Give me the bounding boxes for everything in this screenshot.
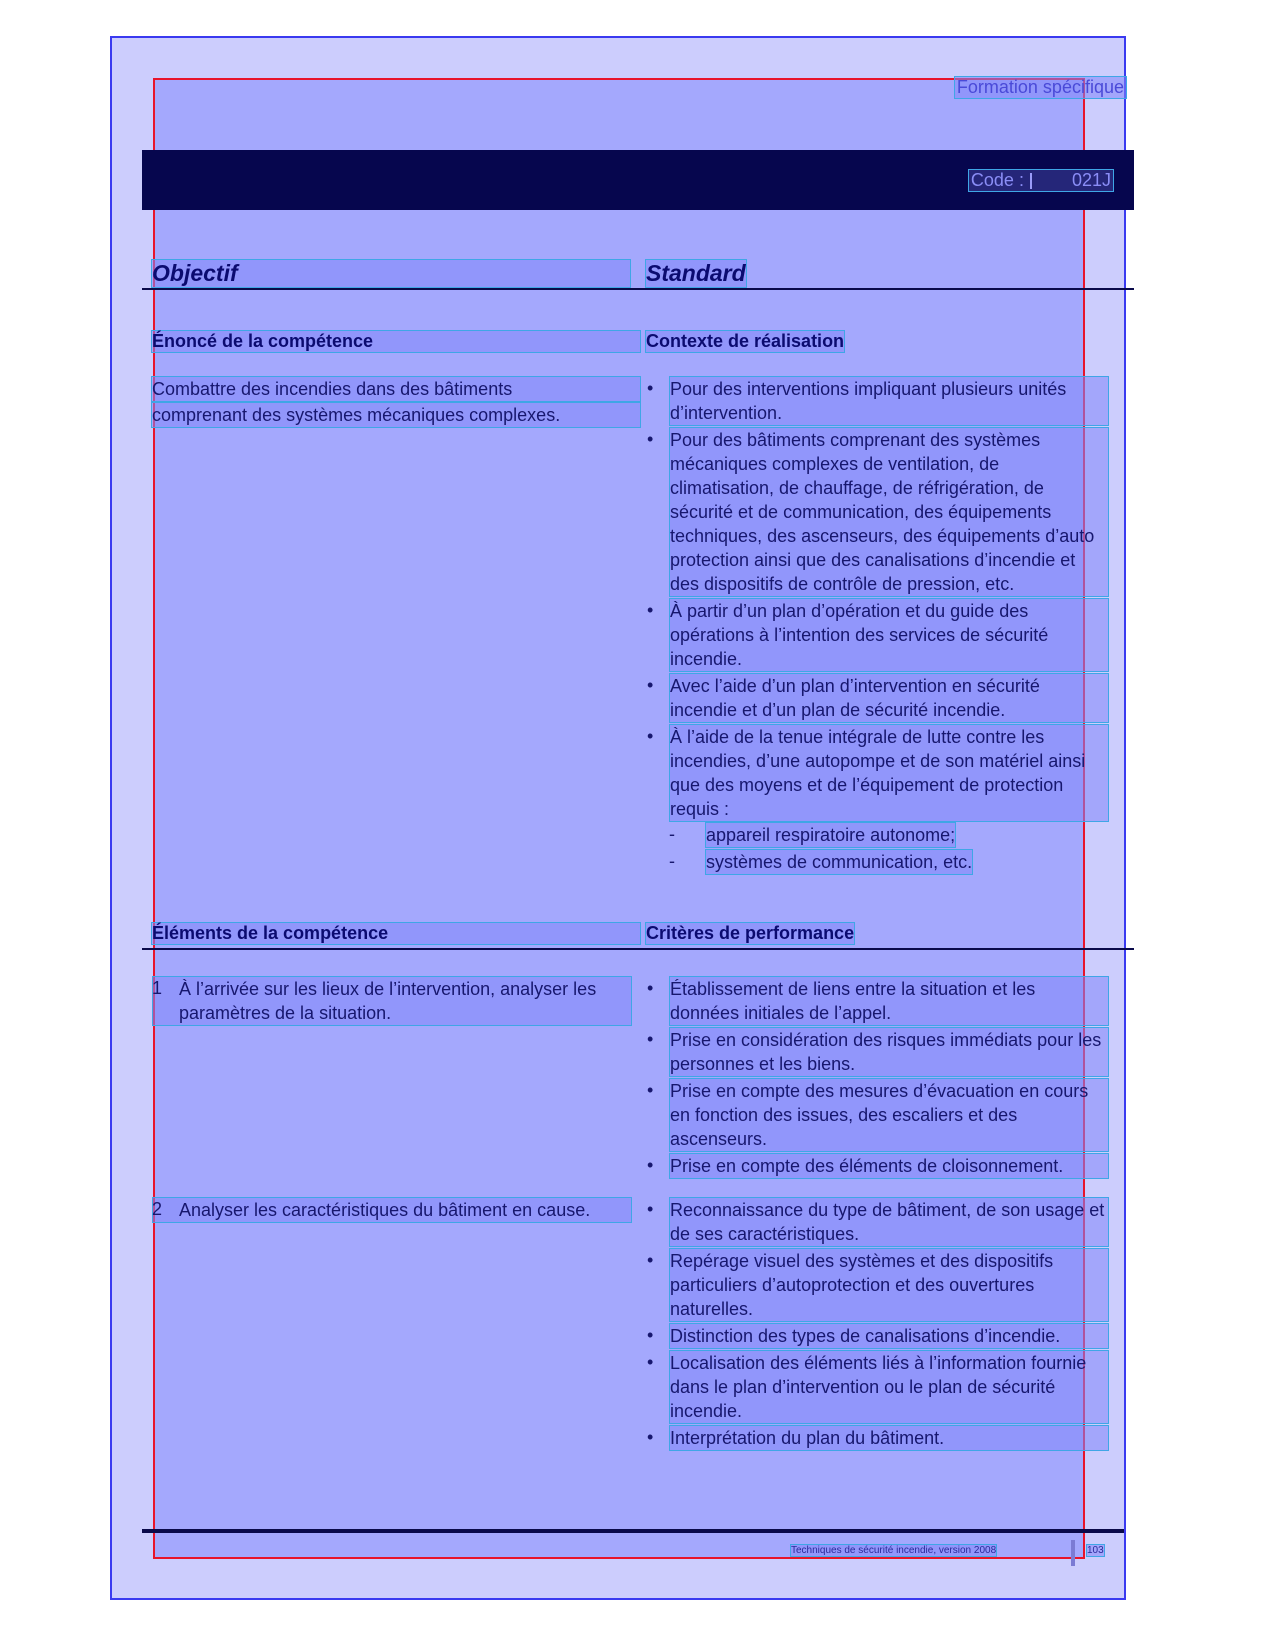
element-item bbox=[152, 1197, 632, 1223]
list-item-text: Prise en compte des mesures d’évacuation en cours en fonction des issues, des escaliers et des ascenseurs. bbox=[669, 1078, 1109, 1152]
element-item bbox=[152, 976, 632, 1026]
list-item-text: Interprétation du plan du bâtiment. bbox=[669, 1425, 1109, 1451]
bullet-icon: • bbox=[647, 978, 654, 998]
code-value: 021J bbox=[1071, 170, 1111, 190]
bullet-icon: • bbox=[647, 1029, 654, 1049]
bullet-icon: • bbox=[647, 675, 654, 695]
list-item-text: Établissement de liens entre la situation et les données initiales de l’appel. bbox=[669, 976, 1109, 1026]
list-item-text: Pour des bâtiments comprenant des systèmes mécaniques complexes de ventilation, de climatisation, de chauffage, de réfrigération, de sécurité et de communication, des équipements techniques, des ascenseurs, des équipements d’auto protection ainsi que des canalisations d’incendie et des dispositifs de contrôle de pression, etc. bbox=[669, 427, 1109, 597]
element-number: 1 bbox=[152, 978, 163, 998]
code-banner bbox=[142, 150, 1134, 210]
footer-separator bbox=[1071, 1540, 1075, 1566]
criteria-list bbox=[647, 1197, 1109, 1452]
bullet-icon: • bbox=[647, 1155, 654, 1175]
list-item bbox=[647, 1197, 1109, 1247]
sublist-item bbox=[669, 849, 1109, 875]
competence-line: Combattre des incendies dans des bâtiments bbox=[151, 376, 641, 402]
elements-title: Éléments de la compétence bbox=[151, 922, 641, 945]
list-item bbox=[647, 724, 1109, 875]
criteria-list bbox=[647, 976, 1109, 1180]
contexte-list bbox=[647, 376, 1109, 876]
list-item-text: Reconnaissance du type de bâtiment, de son usage et de ses caractéristiques. bbox=[669, 1197, 1109, 1247]
bullet-icon: • bbox=[647, 726, 654, 746]
list-item bbox=[647, 1350, 1109, 1424]
competence-title: Énoncé de la compétence bbox=[151, 330, 641, 353]
list-item-text: Prise en considération des risques immédiats pour les personnes et les biens. bbox=[669, 1027, 1109, 1077]
element-text: Analyser les caractéristiques du bâtiment en cause. bbox=[152, 1197, 632, 1223]
dash-icon: - bbox=[669, 851, 675, 871]
bullet-icon: • bbox=[647, 1080, 654, 1100]
header-rule bbox=[142, 288, 1134, 290]
list-item-text: À partir d’un plan d’opération et du guide des opérations à l’intention des services de sécurité incendie. bbox=[669, 598, 1109, 672]
element-text: À l’arrivée sur les lieux de l’intervention, analyser les paramètres de la situation. bbox=[152, 976, 632, 1026]
footer-rule bbox=[142, 1529, 1124, 1533]
list-item bbox=[647, 1248, 1109, 1322]
bullet-icon: • bbox=[647, 1427, 654, 1447]
list-item bbox=[647, 1078, 1109, 1152]
bullet-icon: • bbox=[647, 600, 654, 620]
list-item bbox=[647, 1323, 1109, 1349]
list-item-text: Avec l’aide d’un plan d’intervention en sécurité incendie et d’un plan de sécurité incendie. bbox=[669, 673, 1109, 723]
code-label: Code : bbox=[970, 170, 1024, 190]
bullet-icon: • bbox=[647, 429, 654, 449]
element-number: 2 bbox=[152, 1199, 163, 1219]
list-item-text: Prise en compte des éléments de cloisonnement. bbox=[669, 1153, 1109, 1179]
standard-heading: Standard bbox=[646, 260, 746, 286]
bullet-icon: • bbox=[647, 1325, 654, 1345]
bullet-icon: • bbox=[647, 1352, 654, 1372]
equipment-sublist bbox=[669, 822, 1109, 875]
sublist-item bbox=[669, 822, 1109, 848]
bullet-icon: • bbox=[647, 1250, 654, 1270]
code-separator bbox=[1030, 173, 1032, 189]
list-item-text: Pour des interventions impliquant plusieurs unités d’intervention. bbox=[669, 376, 1109, 426]
list-item-text: À l’aide de la tenue intégrale de lutte contre les incendies, d’une autopompe et de son matériel ainsi que des moyens et de l’équipement de protection requis : bbox=[669, 724, 1109, 822]
criteria-title: Critères de performance bbox=[646, 923, 855, 943]
sublist-item-text: appareil respiratoire autonome; bbox=[705, 822, 956, 848]
list-item bbox=[647, 976, 1109, 1026]
program-title: Formation spécifique bbox=[954, 76, 1127, 99]
list-item bbox=[647, 673, 1109, 723]
footer-document-title: Techniques de sécurité incendie, version 2008 bbox=[791, 1545, 997, 1556]
competence-statement bbox=[151, 376, 641, 428]
list-item bbox=[647, 1027, 1109, 1077]
list-item bbox=[647, 427, 1109, 597]
bullet-icon: • bbox=[647, 1199, 654, 1219]
contexte-title: Contexte de réalisation bbox=[646, 331, 845, 351]
code-field bbox=[968, 169, 1114, 192]
list-item-text: Localisation des éléments liés à l’information fournie dans le plan d’intervention ou le plan de sécurité incendie. bbox=[669, 1350, 1109, 1424]
sublist-item-text: systèmes de communication, etc. bbox=[705, 849, 973, 875]
list-item-text: Repérage visuel des systèmes et des dispositifs particuliers d’autoprotection et des ouvertures naturelles. bbox=[669, 1248, 1109, 1322]
bullet-icon: • bbox=[647, 378, 654, 398]
page-number: 103 bbox=[1087, 1545, 1104, 1556]
dash-icon: - bbox=[669, 824, 675, 844]
list-item bbox=[647, 1425, 1109, 1451]
list-item bbox=[647, 1153, 1109, 1179]
list-item-text: Distinction des types de canalisations d’incendie. bbox=[669, 1323, 1109, 1349]
list-item bbox=[647, 598, 1109, 672]
list-item bbox=[647, 376, 1109, 426]
objectif-heading: Objectif bbox=[151, 259, 631, 288]
competence-line: comprenant des systèmes mécaniques complexes. bbox=[151, 402, 641, 428]
elements-rule bbox=[142, 948, 1134, 950]
